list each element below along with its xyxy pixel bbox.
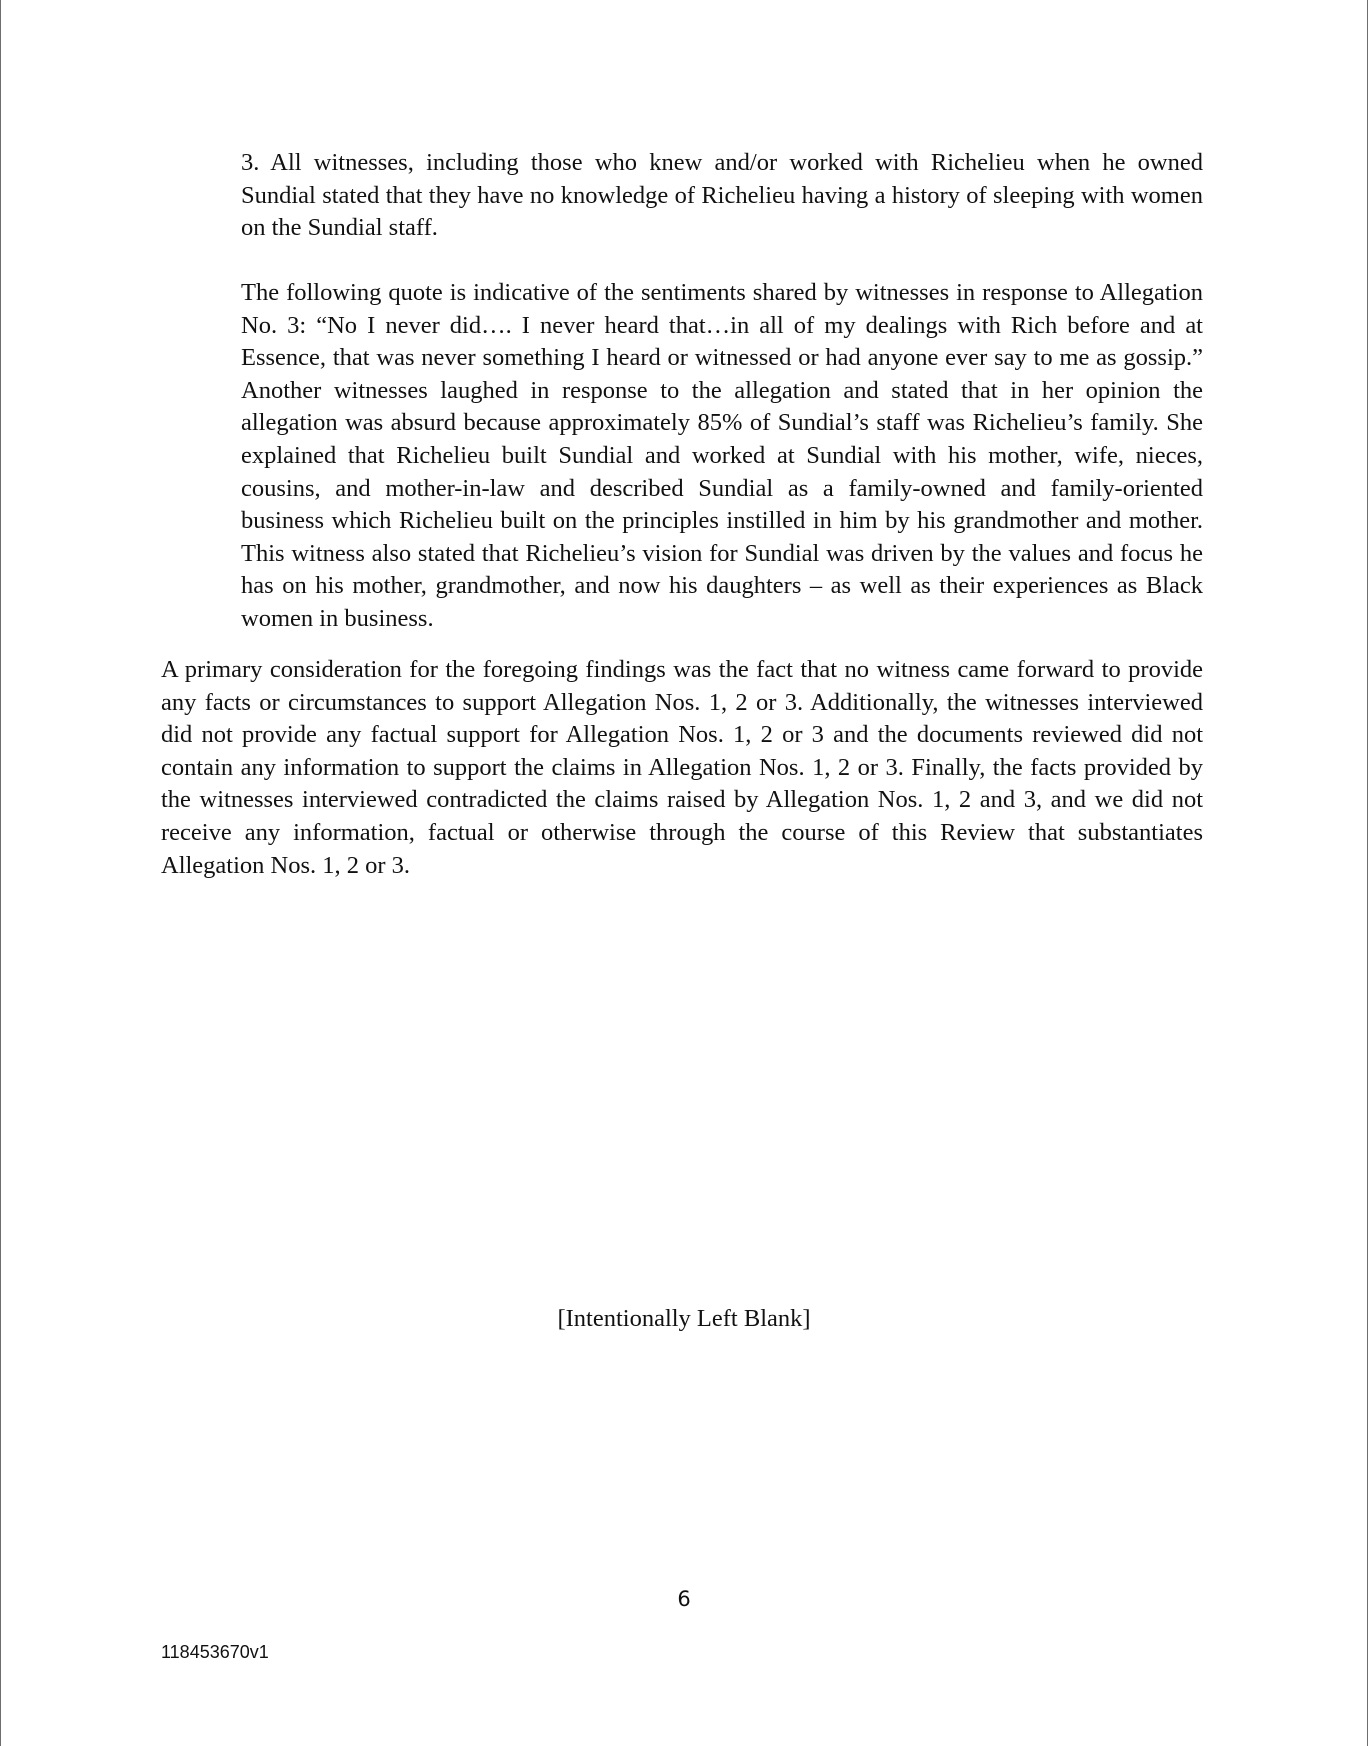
witness-quote-paragraph: The following quote is indicative of the sentiments shared by witnesses in response to Allegation No. 3: “No I never did…. I never heard that…in all of my dealings with Rich before and at Essence, that was never something I heard or witnessed or had anyone ever say to me as gossip.” Another witnesses laughed in response to the allegation and stated that in her opinion the allegation was absurd because approximately 85% of Sundial’s staff was Richelieu’s family. She explained that Richelieu built Sundial and worked at Sundial with his mother, wife, nieces, cousins, and mother-in-law and described Sundial as a family-owned and family-oriented business which Richelieu built on the principles instilled in him by his grandmother and mother. This witness also stated that Richelieu’s vision for Sundial was driven by the values and focus he has on his mother, grandmother, and now his daughters – as well as their experiences as Black women in business.: [241, 279, 1203, 632]
witness-finding-item-3: 3. All witnesses, including those who knew and/or worked with Richelieu when he owned Sundial stated that they have no knowledge of Richelieu having a history of sleeping with women on the Sundial staff.: [241, 149, 1203, 242]
intentionally-blank-notice: [Intentionally Left Blank]: [557, 1305, 811, 1332]
page-number: 6: [677, 1587, 691, 1611]
document-id: 118453670v1: [161, 1642, 269, 1662]
primary-consideration-paragraph: A primary consideration for the foregoing findings was the fact that no witness came forward to provide any facts or circumstances to support Allegation Nos. 1, 2 or 3. Additionally, the witnesses interviewed did not provide any factual support for Allegation Nos. 1, 2 or 3 and the documents reviewed did not contain any information to support the claims in Allegation Nos. 1, 2 or 3. Finally, the facts provided by the witnesses interviewed contradicted the claims raised by Allegation Nos. 1, 2 and 3, and we did not receive any information, factual or otherwise through the course of this Review that substantiates Allegation Nos. 1, 2 or 3.: [161, 656, 1203, 879]
